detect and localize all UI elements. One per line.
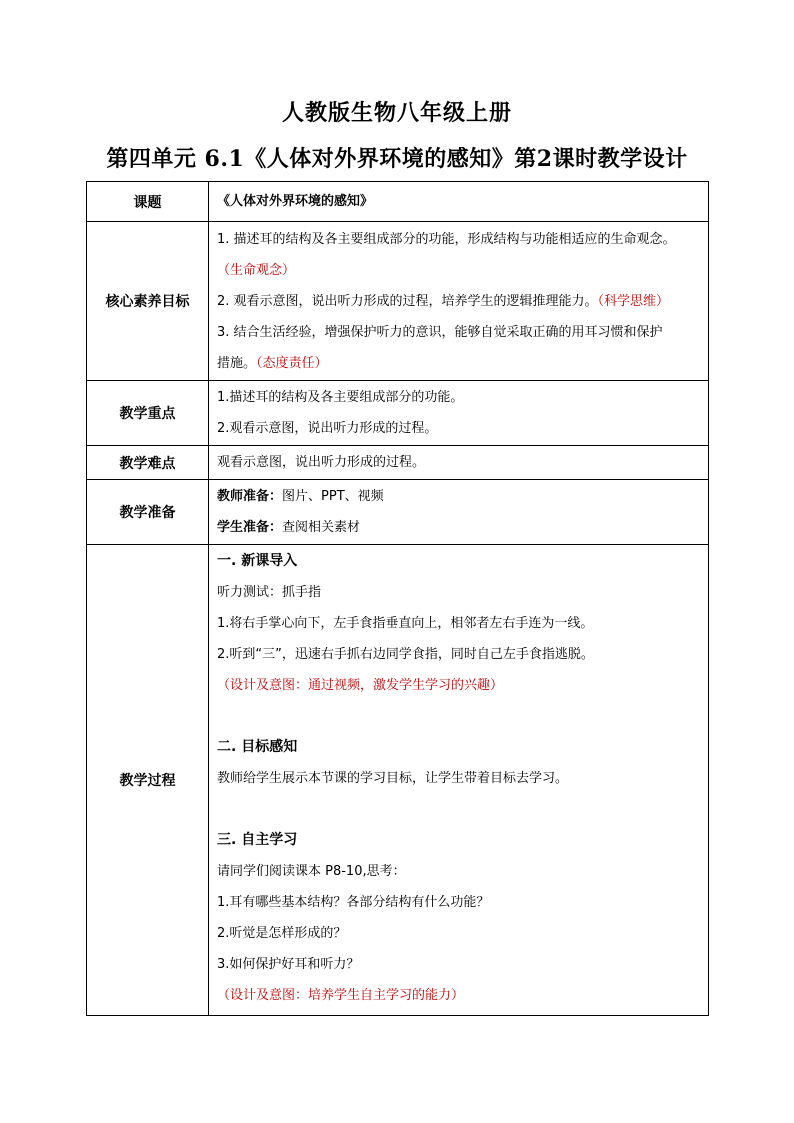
core-goals-label: 核心素养目标: [87, 222, 209, 381]
goal-2: 2. 观看示意图，说出听力形成的过程，培养学生的逻辑推理能力。: [217, 294, 598, 309]
preparation-label: 教学准备: [87, 480, 209, 545]
key-point-1: 1.描述耳的结构及各主要组成部分的功能。: [217, 390, 464, 405]
section-3-line-4: 3.如何保护好耳和听力？: [217, 957, 360, 972]
teacher-prep-value: 图片、PPT、视频: [282, 489, 384, 504]
section-3-line-3: 2.听觉是怎样形成的？: [217, 926, 347, 941]
row-topic: [87, 182, 709, 222]
row-process: [87, 545, 709, 1016]
goal-3: 3. 结合生活经验，增强保护听力的意识，能够自觉采取正确的用耳习惯和保护: [217, 325, 663, 340]
topic-value: 《人体对外界环境的感知》: [217, 194, 374, 209]
section-2-title: 二. 目标感知: [217, 739, 298, 755]
row-preparation: [87, 480, 709, 545]
section-3-line-2: 1.耳有哪些基本结构？各部分结构有什么功能？: [217, 895, 490, 910]
key-points-label: 教学重点: [87, 381, 209, 446]
student-prep-label: 学生准备：: [217, 520, 283, 535]
teacher-prep-label: 教师准备：: [217, 489, 283, 504]
section-1-line-2: 1.将右手掌心向下，左手食指垂直向上，相邻者左右手连为一线。: [217, 616, 594, 631]
row-difficulty: [87, 446, 709, 480]
row-key-points: [87, 381, 709, 446]
key-point-2: 2.观看示意图，说出听力形成的过程。: [217, 421, 438, 436]
topic-label: 课题: [87, 182, 209, 222]
section-1-line-1: 听力测试：抓手指: [217, 585, 322, 600]
row-core-goals: [87, 222, 709, 381]
goal-1-tag: （生命观念）: [217, 263, 296, 278]
document-title: 人教版生物八年级上册: [281, 100, 512, 126]
difficulty-label: 教学难点: [87, 446, 209, 480]
goal-1: 1. 描述耳的结构及各主要组成部分的功能，形成结构与功能相适应的生命观念。: [217, 232, 676, 247]
section-3-line-1: 请同学们阅读课本 P8-10,思考：: [217, 864, 406, 879]
section-3-title: 三. 自主学习: [217, 832, 298, 848]
section-1-title: 一. 新课导入: [217, 553, 298, 569]
difficulty-value: 观看示意图，说出听力形成的过程。: [217, 455, 426, 470]
section-3-design-note: （设计及意图：培养学生自主学习的能力）: [217, 988, 465, 1003]
section-1-line-3: 2.听到“三”，迅速右手抓右边同学食指，同时自己左手食指逃脱。: [217, 647, 594, 662]
goal-2-tag: （科学思维）: [597, 294, 670, 309]
lesson-plan-table: [86, 181, 709, 1016]
section-2-line-1: 教师给学生展示本节课的学习目标，让学生带着目标去学习。: [217, 771, 569, 786]
goal-3-tag: （态度责任）: [256, 356, 328, 371]
document-subtitle: 第四单元 6.1《人体对外界环境的感知》第2课时教学设计: [106, 146, 688, 172]
goal-3-cont: 措施。: [217, 356, 257, 371]
section-1-design-note: （设计及意图：通过视频，激发学生学习的兴趣）: [217, 678, 504, 693]
process-label: 教学过程: [87, 545, 209, 1016]
student-prep-value: 查阅相关素材: [282, 520, 361, 535]
